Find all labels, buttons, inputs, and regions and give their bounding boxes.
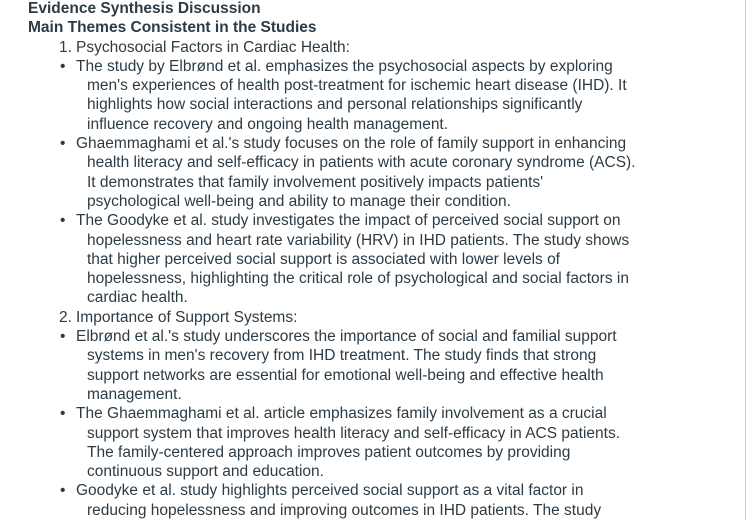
bullet-line-continuation: support system that improves health literacy and self-efficacy in ACS patients.: [87, 424, 620, 442]
bullet-text: The Goodyke et al. study investigates the impact of perceived social support on: [76, 212, 621, 230]
numbered-item-1-marker: 1.: [59, 38, 72, 56]
bullet-icon: •: [60, 328, 66, 346]
bullet-line-continuation: men's experiences of health post-treatment for ischemic heart disease (IHD). It: [87, 77, 627, 95]
bullet-line-continuation: reducing hopelessness and improving outcomes in IHD patients. The study: [87, 501, 602, 519]
numbered-item-2-marker: 2.: [59, 308, 72, 326]
bullet-line-continuation: continuous support and education.: [87, 463, 324, 481]
bullet-line: [0, 481, 745, 500]
bullet-line: [0, 211, 745, 230]
bullet-line-continuation: psychological well-being and ability to manage their condition.: [87, 192, 511, 210]
bullet-icon: •: [60, 135, 66, 153]
numbered-item-1: [0, 38, 745, 57]
bullet-icon: •: [60, 212, 66, 230]
bullet-line-continuation: influence recovery and ongoing health management.: [87, 115, 449, 133]
numbered-item-1-heading: Psychosocial Factors in Cardiac Health:: [76, 38, 350, 56]
bullet-line: [0, 57, 745, 76]
bullet-icon: •: [60, 482, 66, 500]
bullet-icon: •: [60, 57, 66, 75]
bullet-icon: •: [60, 405, 66, 423]
pane-divider: [745, 0, 746, 520]
bullet-line-continuation: that higher perceived social support is associated with lower levels of: [87, 250, 560, 268]
bullet-line: [0, 134, 745, 153]
bullet-line-continuation: management.: [87, 385, 182, 403]
bullet-line-continuation: health literacy and self-efficacy in patients with acute coronary syndrome (ACS).: [87, 154, 636, 172]
bullet-line-continuation: support networks are essential for emotional well-being and effective health: [87, 366, 604, 384]
bullet-line-continuation: hopelessness, highlighting the critical role of psychological and social factors in: [87, 270, 629, 288]
bullet-line: [0, 327, 745, 346]
discussion-subtitle: Main Themes Consistent in the Studies: [28, 19, 317, 37]
bullet-text: Goodyke et al. study highlights perceived social support as a vital factor in: [76, 482, 584, 500]
numbered-item-2-heading: Importance of Support Systems:: [76, 308, 298, 326]
bullet-line-continuation: cardiac health.: [87, 289, 188, 307]
bullet-line-continuation: The family-centered approach improves patient outcomes by providing: [87, 443, 571, 461]
bullet-line-continuation: highlights how social interactions and personal relationships significantly: [87, 96, 583, 114]
bullet-line: [0, 404, 745, 423]
bullet-text: Ghaemmaghami et al.'s study focuses on the role of family support in enhancing: [76, 135, 627, 153]
bullet-line-continuation: systems in men's recovery from IHD treatment. The study finds that strong: [87, 347, 597, 365]
bullet-text: The study by Elbrønd et al. emphasizes the psychosocial aspects by exploring: [76, 57, 613, 75]
numbered-item-2: [0, 308, 745, 327]
bullet-text: Elbrønd et al.'s study underscores the importance of social and familial support: [76, 328, 617, 346]
bullet-text: The Ghaemmaghami et al. article emphasizes family involvement as a crucial: [76, 405, 607, 423]
bullet-line-continuation: It demonstrates that family involvement positively impacts patients': [87, 173, 544, 191]
discussion-title: Evidence Synthesis Discussion: [28, 0, 261, 17]
bullet-line-continuation: hopelessness and heart rate variability (HRV) in IHD patients. The study shows: [87, 231, 630, 249]
